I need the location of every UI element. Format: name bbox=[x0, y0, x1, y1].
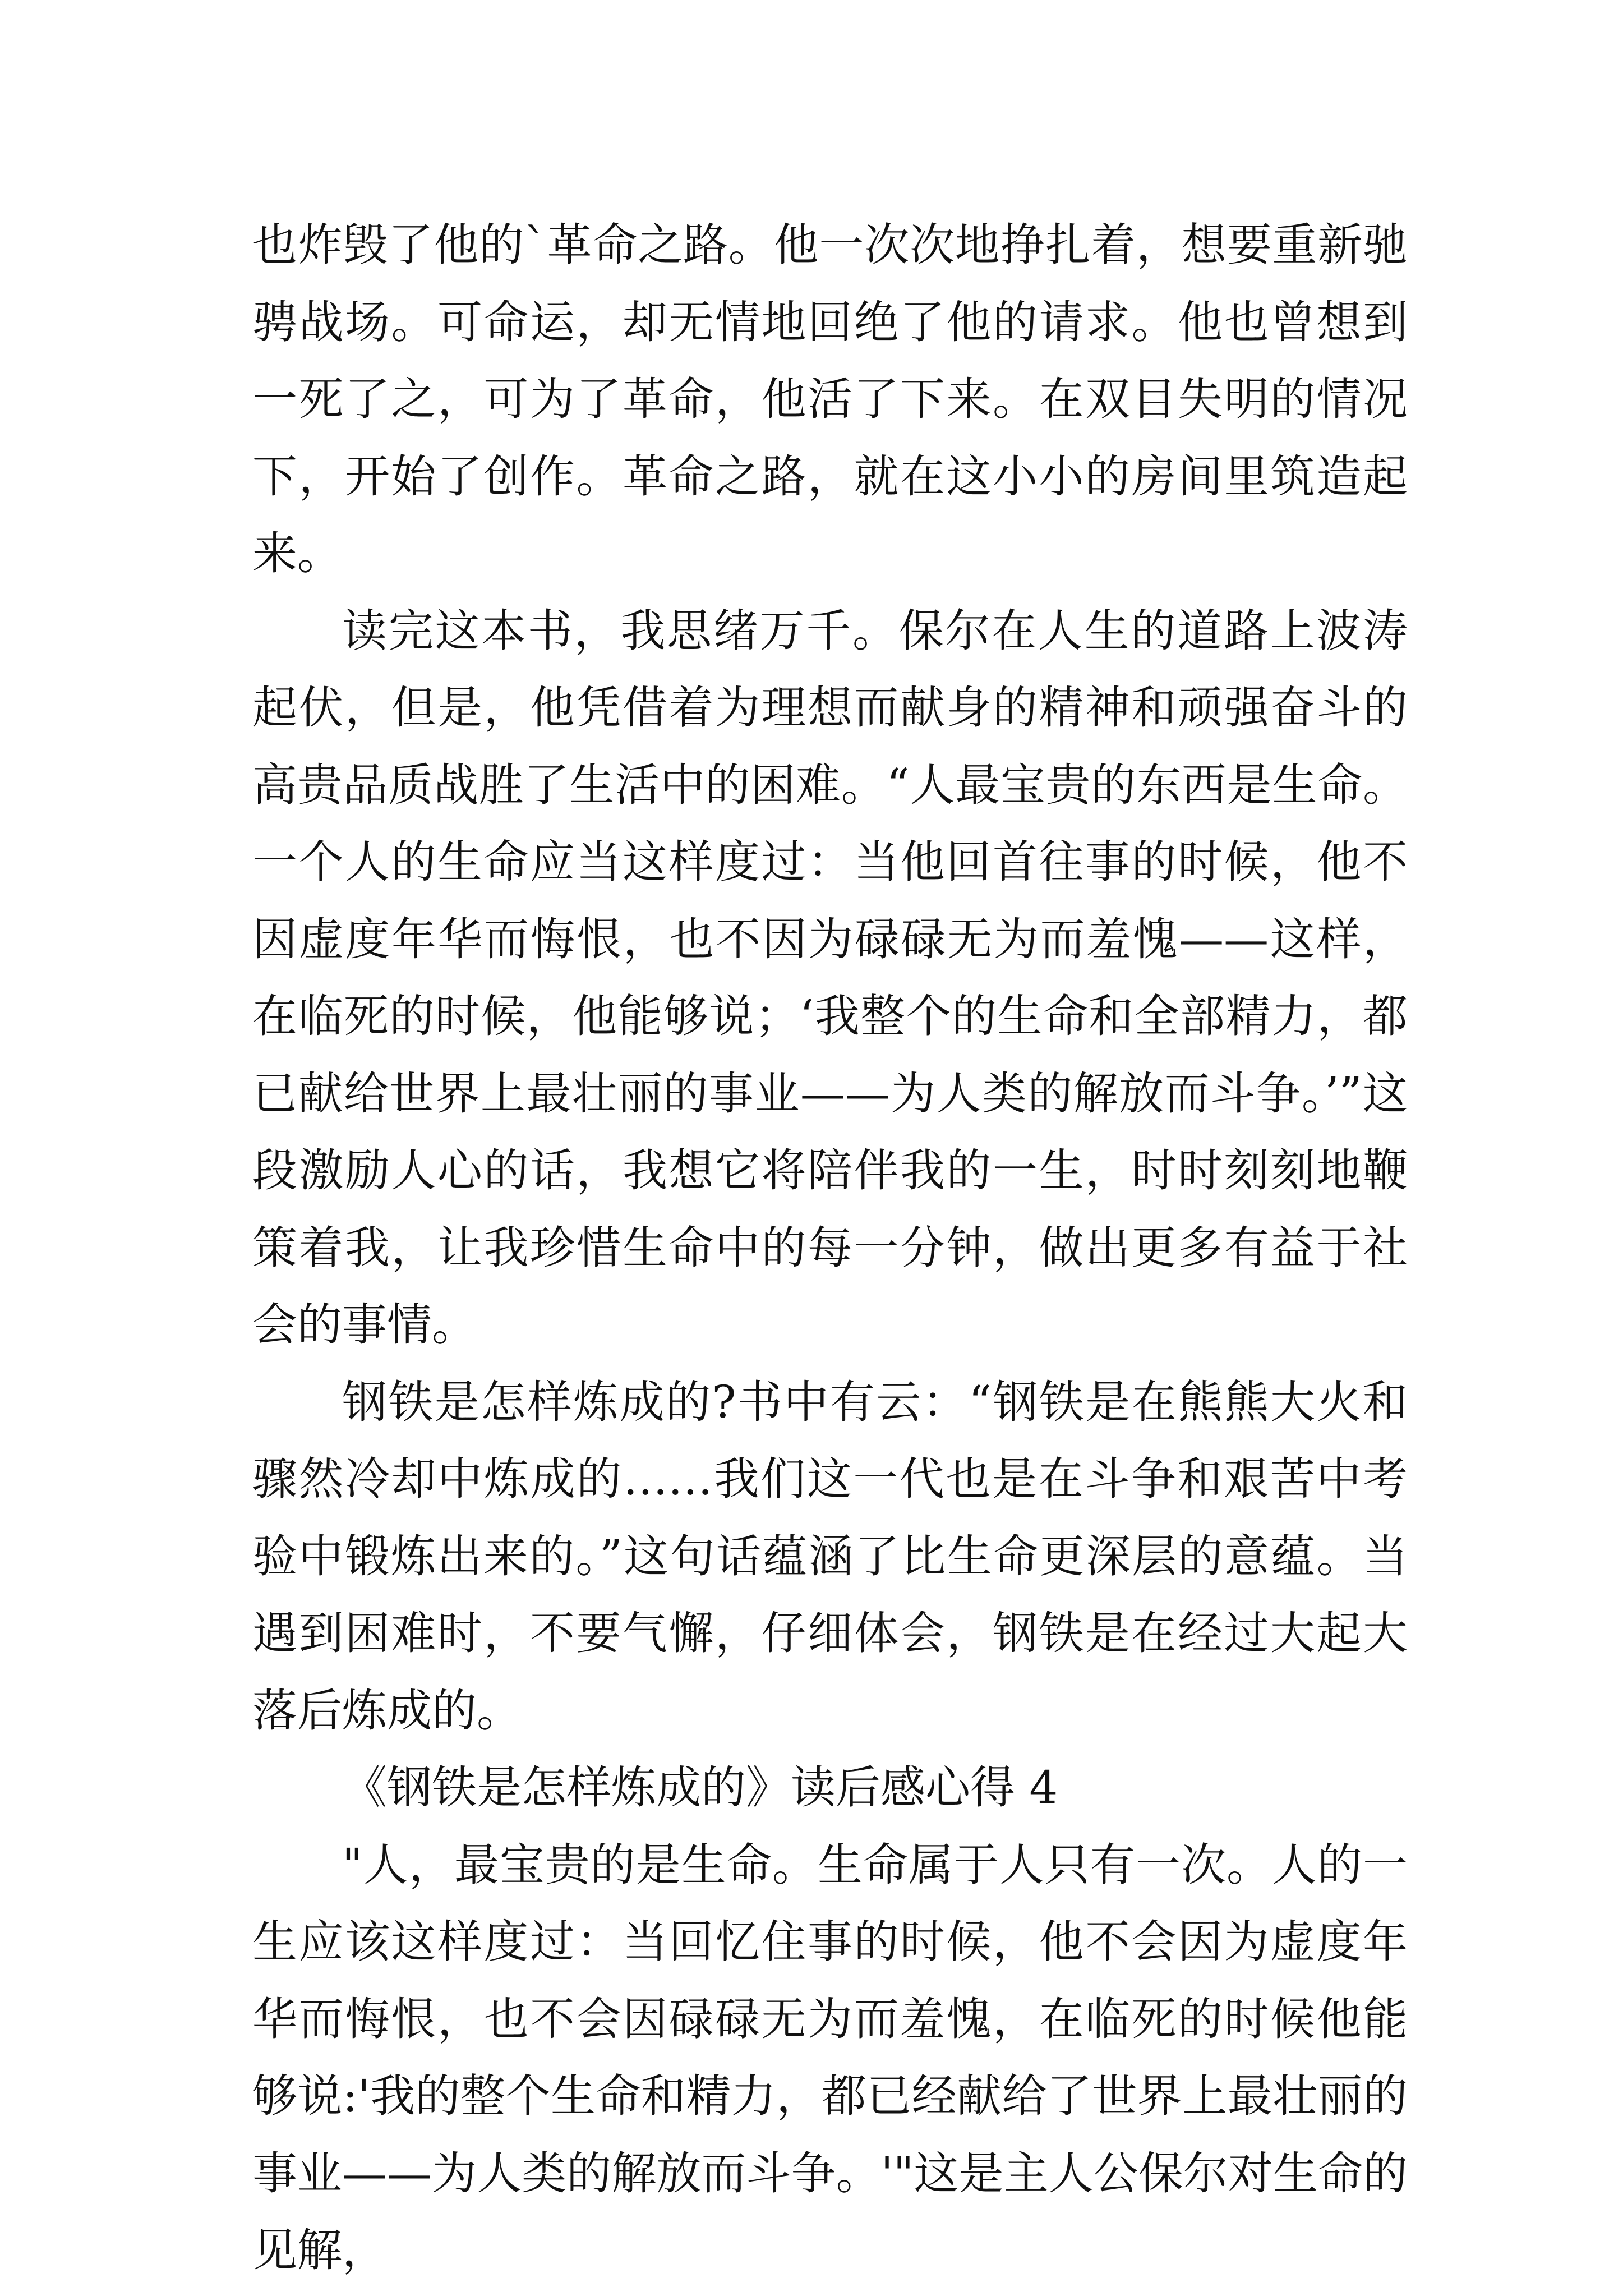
paragraph-2: 读完这本书，我思绪万千。保尔在人生的道路上波涛起伏，但是，他凭借着为理想而献身的精神和顽强奋斗的高贵品质战胜了生活中的困难。“人最宝贵的东西是生命。一个人的生命应当这样度过：当他回首往事的时候，他不因虚度年华而悔恨，也不因为碌碌无为而羞愧——这样，在临死的时候，他能够说；‘我整个的生命和全部精力，都已献给世界上最壮丽的事业——为人类的解放而斗争。’”这段激励人心的话，我想它将陪伴我的一生，时时刻刻地鞭策着我，让我珍惜生命中的每一分钟，做出更多有益于社会的事情。 bbox=[252, 604, 1408, 1351]
paragraph-3: 钢铁是怎样炼成的?书中有云：“钢铁是在熊熊大火和骤然冷却中炼成的……我们这一代也是在斗争和艰苦中考验中锻炼出来的。”这句话蕴涵了比生命更深层的意蕴。当遇到困难时，不要气懈，仔细体会，钢铁是在经过大起大落后炼成的。 bbox=[252, 1375, 1408, 1737]
paragraph-4: "人，最宝贵的是生命。生命属于人只有一次。人的一生应该这样度过：当回忆住事的时候，他不会因为虚度年华而悔恨，也不会因碌碌无为而羞愧，在临死的时候他能够说:'我的整个生命和精力，都已经献给了世界上最壮丽的事业——为人类的解放而斗争。'"这是主人公保尔对生命的见解， bbox=[252, 1838, 1408, 2276]
section-heading: 《钢铁是怎样炼成的》读后感心得 4 bbox=[342, 1761, 1058, 1814]
body-text bbox=[252, 206, 1408, 2289]
paragraph-1: 也炸毁了他的`革命之路。他一次次地挣扎着，想要重新驰骋战场。可命运，却无情地回绝了他的请求。他也曾想到一死了之，可为了革命，他活了下来。在双目失明的情况下，开始了创作。革命之路，就在这小小的房间里筑造起来。 bbox=[252, 219, 1408, 579]
